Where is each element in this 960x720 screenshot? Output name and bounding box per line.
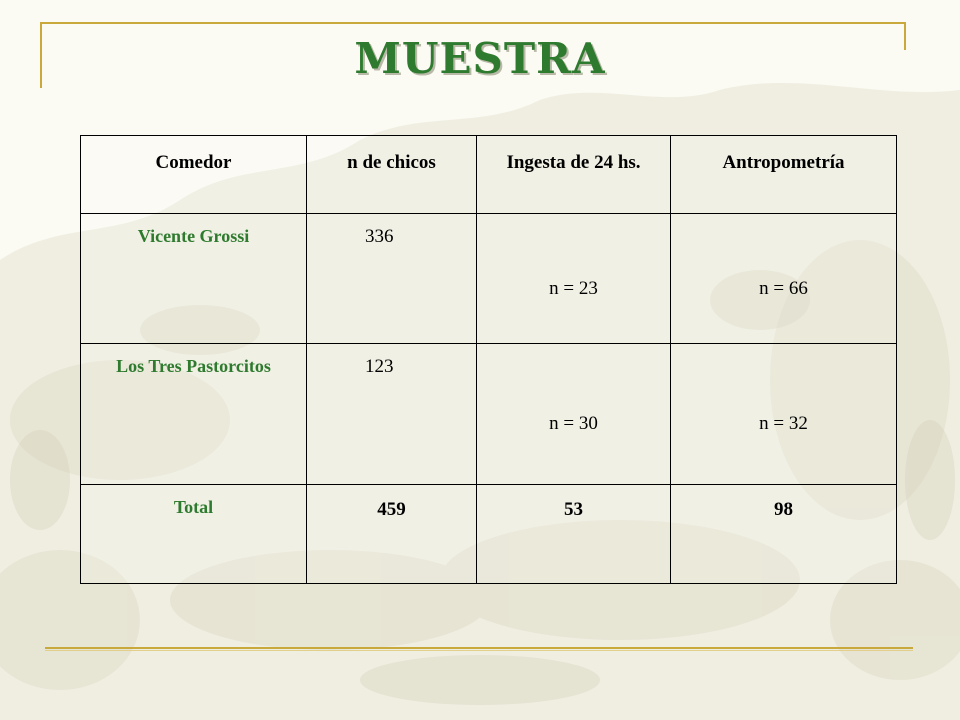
table-header-row: [81, 136, 897, 214]
n-chicos-cell: 336: [307, 214, 477, 344]
total-label-cell: Total: [81, 485, 307, 584]
sample-table: [80, 135, 897, 584]
antropometria-cell: [671, 344, 897, 485]
slide-title: MUESTRA: [354, 34, 606, 83]
total-n-chicos-cell: 459: [307, 485, 477, 584]
table-total-row: [81, 485, 897, 584]
n-chicos-cell: 123: [307, 344, 477, 485]
total-antropometria-cell: 98: [671, 485, 897, 584]
table-row: [81, 214, 897, 344]
table-row: [81, 344, 897, 485]
header-ingesta: Ingesta de 24 hs.: [477, 136, 671, 214]
header-n-chicos: n de chicos: [307, 136, 477, 214]
ingesta-cell: [477, 344, 671, 485]
comedor-name-cell: Los Tres Pastorcitos: [81, 344, 307, 485]
ingesta-cell: [477, 214, 671, 344]
antropometria-cell: [671, 214, 897, 344]
header-comedor: Comedor: [81, 136, 307, 214]
antropometria-value: n = 32: [759, 413, 808, 434]
header-antropometria: Antropometría: [671, 136, 897, 214]
ingesta-value: n = 23: [549, 277, 598, 299]
comedor-name-cell: Vicente Grossi: [81, 214, 307, 344]
ingesta-value: n = 30: [549, 413, 598, 434]
bottom-horizontal-rule-shadow: [45, 650, 913, 651]
antropometria-value: n = 66: [759, 277, 808, 299]
total-ingesta-cell: 53: [477, 485, 671, 584]
top-horizontal-rule: [40, 22, 905, 24]
bottom-horizontal-rule: [45, 647, 913, 649]
